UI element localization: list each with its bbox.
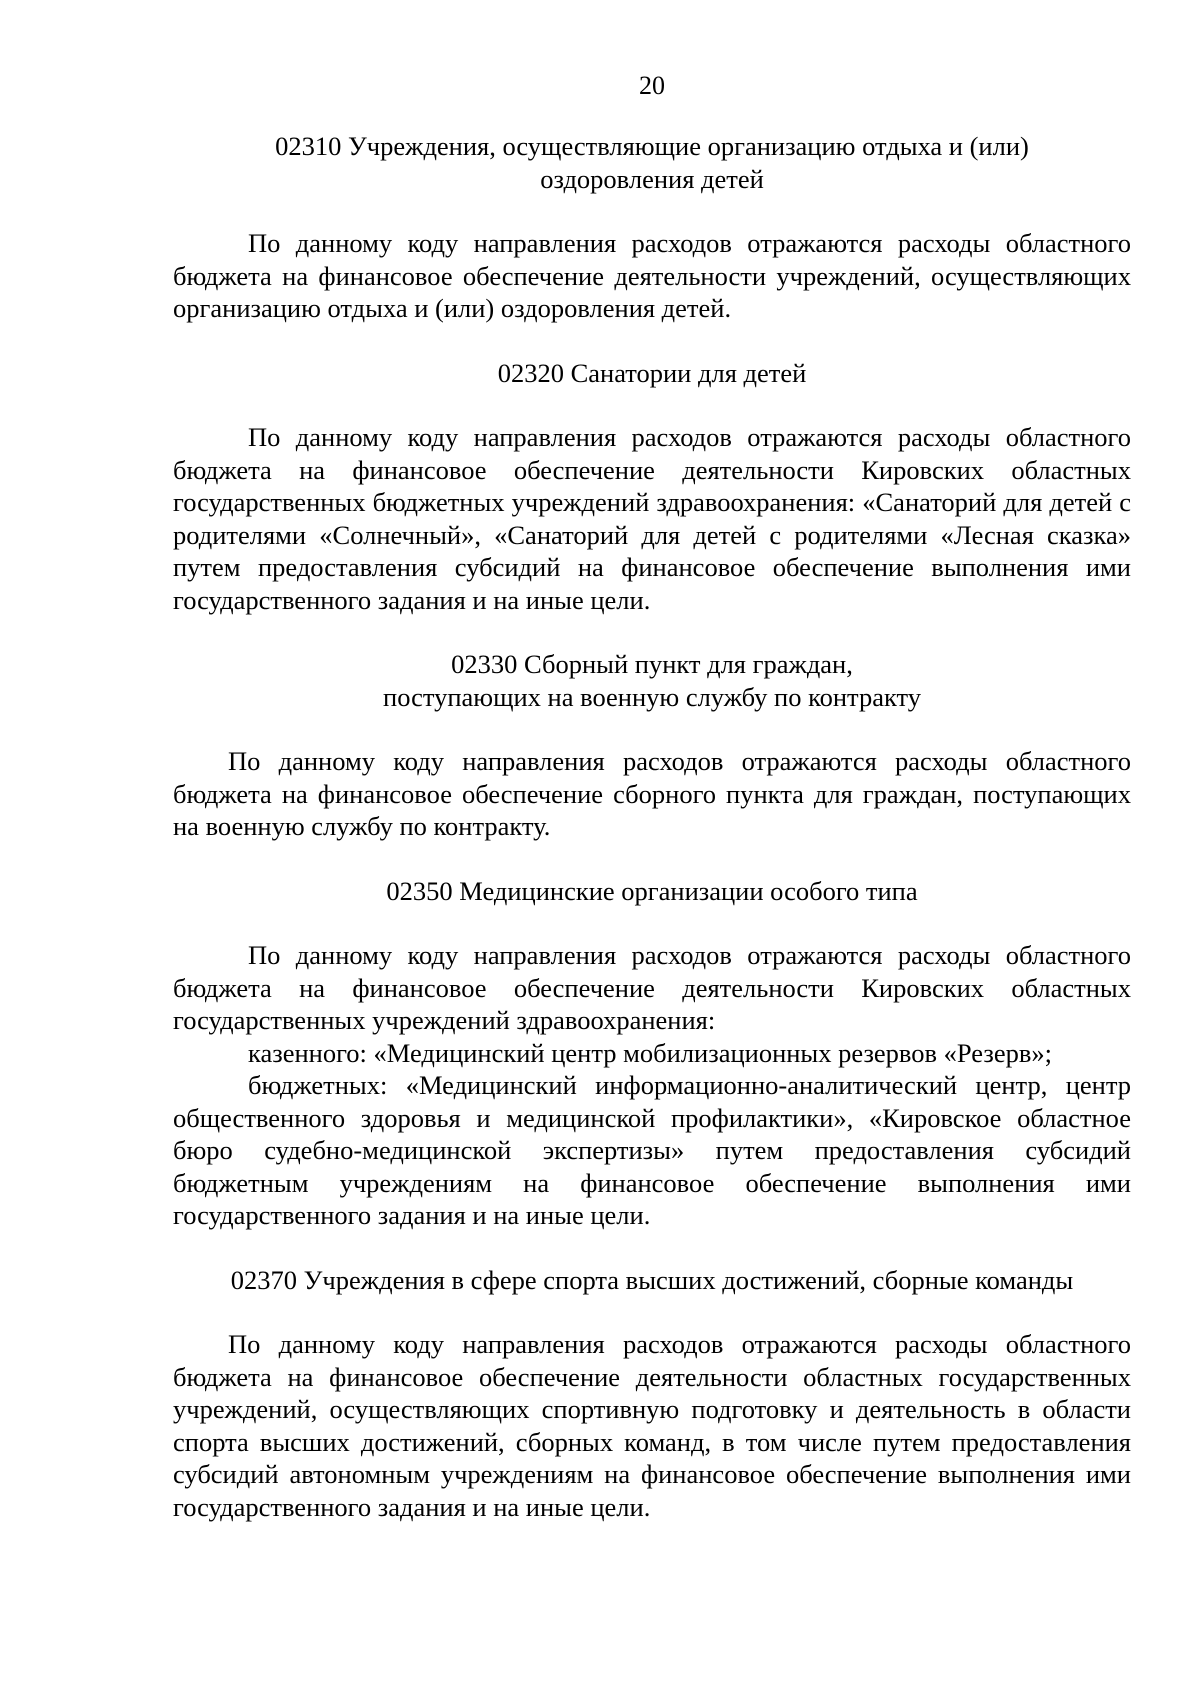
document-page bbox=[173, 0, 1131, 1697]
heading-line: 02330 Сборный пункт для граждан, bbox=[451, 649, 853, 679]
section-heading-02320 bbox=[173, 357, 1131, 390]
paragraph: По данному коду направления расходов отражаются расходы областного бюджета на финансовое обеспечение деятельности Кировских областных государственных бюджетных учреждений здравоохранения: «Санаторий для детей с родителями «Солнечный», «Санаторий для детей с родителями «Лесная сказка» путем предоставления субсидий на финансовое обеспечение выполнения ими государственного задания и на иные цели. bbox=[173, 422, 1131, 615]
heading-line: оздоровления детей bbox=[540, 163, 764, 194]
heading-line: 02310 Учреждения, осуществляющие организацию отдыха и (или) bbox=[275, 131, 1029, 161]
section-heading-02370 bbox=[173, 1264, 1131, 1297]
paragraph: По данному коду направления расходов отражаются расходы областного бюджета на финансовое обеспечение сборного пункта для граждан, поступающих на военную службу по контракту. bbox=[173, 746, 1131, 841]
heading-line: поступающих на военную службу по контракту bbox=[383, 681, 921, 712]
paragraph: бюджетных: «Медицинский информационно-аналитический центр, центр общественного здоровья и медицинской профилактики», «Кировское областное бюро судебно-медицинской экспертизы» путем предоставления субсидий бюджетным учреждениям на финансовое обеспечение выполнения ими государственного задания и на иные цели. bbox=[173, 1070, 1131, 1230]
section-heading-02310 bbox=[173, 130, 1131, 195]
heading-line: 02320 Санатории для детей bbox=[497, 357, 807, 388]
document-body bbox=[173, 130, 1131, 1523]
page-number: 20 bbox=[639, 71, 665, 100]
paragraph: По данному коду направления расходов отражаются расходы областного бюджета на финансовое обеспечение деятельности учреждений, осуществляющих организацию отдыха и (или) оздоровления детей. bbox=[173, 228, 1131, 323]
section-heading-02350 bbox=[173, 875, 1131, 908]
heading-line: 02350 Медицинские организации особого типа bbox=[386, 875, 918, 906]
heading-line: 02370 Учреждения в сфере спорта высших достижений, сборные команды bbox=[230, 1264, 1074, 1295]
section-heading-02330 bbox=[173, 648, 1131, 713]
paragraph: По данному коду направления расходов отражаются расходы областного бюджета на финансовое обеспечение деятельности областных государственных учреждений, осуществляющих спортивную подготовку и деятельность в области спорта высших достижений, сборных команд, в том числе путем предоставления субсидий автономным учреждениям на финансовое обеспечение выполнения ими государственного задания и на иные цели. bbox=[173, 1329, 1131, 1522]
paragraph: казенного: «Медицинский центр мобилизационных резервов «Резерв»; bbox=[248, 1037, 1052, 1068]
paragraph: По данному коду направления расходов отражаются расходы областного бюджета на финансовое обеспечение деятельности Кировских областных государственных учреждений здравоохранения: bbox=[173, 940, 1131, 1035]
